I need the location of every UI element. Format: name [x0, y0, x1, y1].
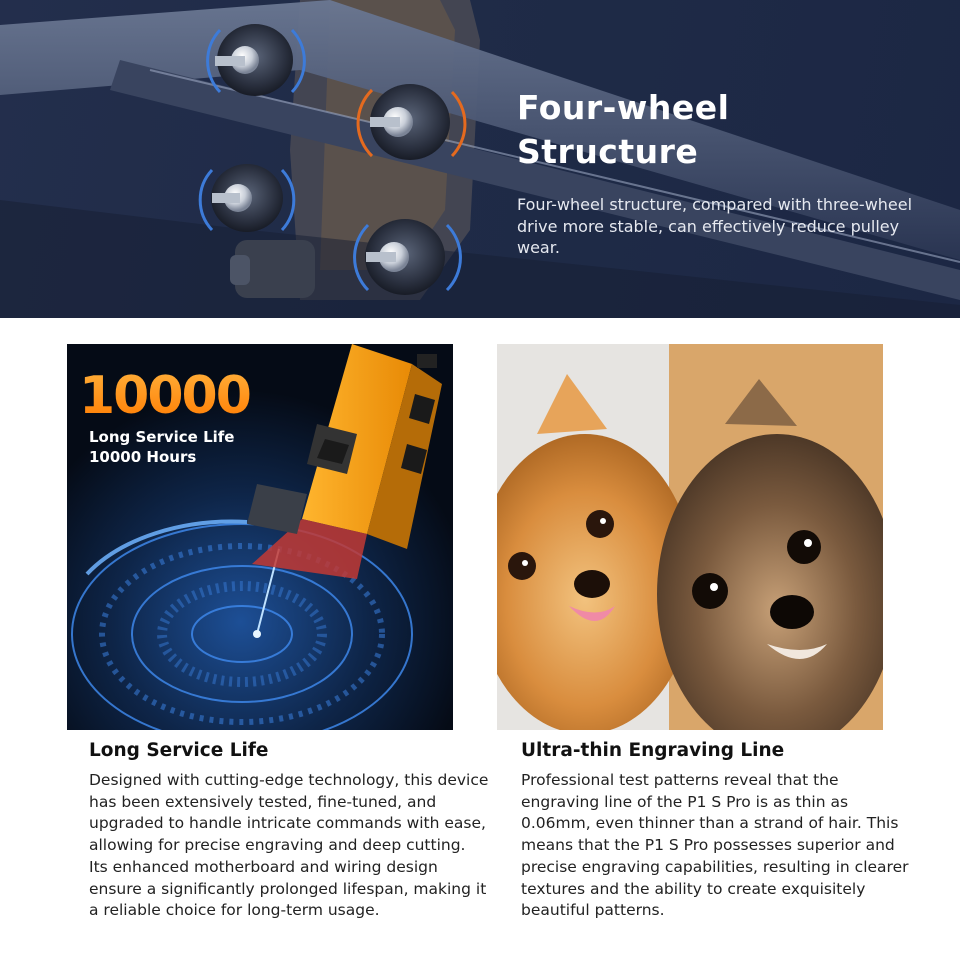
hero-title: [517, 86, 937, 174]
hero-title-line1: Four-wheel: [517, 88, 730, 127]
wheel-bottom-left-icon: [200, 164, 294, 232]
service-life-number: 10000: [79, 366, 250, 426]
pomeranian-photo-vs-engraving: [497, 344, 883, 730]
hero-description: Four-wheel structure, compared with three-wheel drive more stable, can effectively reduce pulley wear.: [517, 195, 913, 257]
overlay-service-life-label: Long Service Life: [89, 428, 235, 446]
engraving-comparison-image: [497, 344, 883, 730]
right-card-body: Professional test patterns reveal that the engraving line of the P1 S Pro is as thin as 0.06mm, even thinner than a strand of hair. This means that the P1 S Pro possesses superior and precise engraving capabilities, resulting in clearer textures and the ability to create exquisitely beautiful patterns.: [521, 771, 909, 920]
left-card-title: Long Service Life: [89, 740, 269, 761]
hero-banner: [0, 0, 960, 318]
right-card-title: Ultra-thin Engraving Line: [521, 740, 785, 761]
left-card-body: Designed with cutting-edge technology, this device has been extensively tested, fine-tuned, and upgraded to handle intricate commands with ease, allowing for precise engraving and deep cutting. Its enhanced motherboard and wiring design ensure a significantly prolonged lifespan, making it a reliable choice for long-term usage.: [89, 771, 489, 920]
overlay-hours-label: 10000 Hours: [89, 448, 197, 466]
hero-title-line2: Structure: [517, 132, 699, 171]
laser-module-image: [67, 344, 453, 730]
